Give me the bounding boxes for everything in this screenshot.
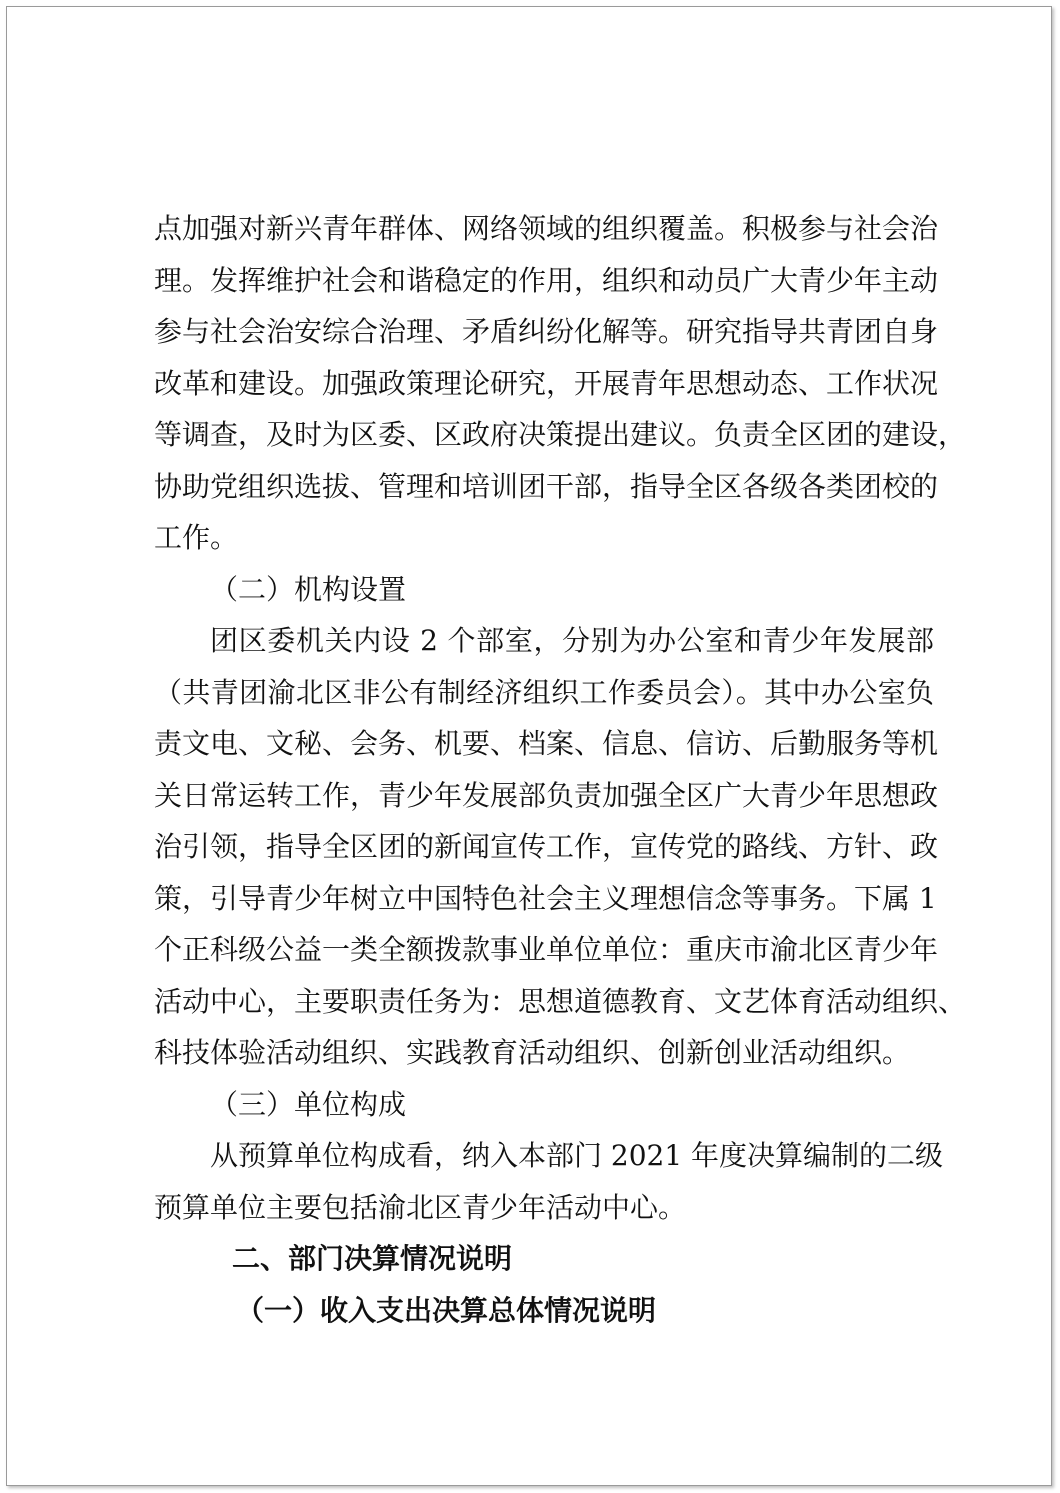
paragraph-line: 工作。 xyxy=(154,521,239,554)
paragraph-line: 策，引导青少年树立中国特色社会主义理想信念等事务。下属 1 xyxy=(154,881,937,915)
paragraph-line: 参与社会治安综合治理、矛盾纠纷化解等。研究指导共青团自身 xyxy=(154,315,939,348)
paragraph-line: 改革和建设。加强政策理论研究，开展青年思想动态、工作状况 xyxy=(154,366,939,400)
paragraph-line: 协助党组织选拔、管理和培训团干部，指导全区各级各类团校的 xyxy=(154,469,939,503)
paragraph-line: 治引领，指导全区团的新闻宣传工作，宣传党的路线、方针、政 xyxy=(154,830,939,863)
paragraph-line: 责文电、文秘、会务、机要、档案、信息、信访、后勤服务等机 xyxy=(154,727,939,760)
paragraph-line: （共青团渝北区非公有制经济组织工作委员会）。其中办公室负 xyxy=(154,675,934,709)
section-heading-final-accounts: 二、部门决算情况说明 xyxy=(232,1242,513,1275)
paragraph-line: 科技体验活动组织、实践教育活动组织、创新创业活动组织。 xyxy=(154,1036,911,1069)
paragraph-line: 团区委机关内设 2 个部室，分别为办公室和青少年发展部 xyxy=(210,624,934,657)
paragraph-line: 点加强对新兴青年群体、网络领域的组织覆盖。积极参与社会治 xyxy=(154,212,939,245)
document-page xyxy=(6,6,1052,1486)
paragraph-line: 关日常运转工作，青少年发展部负责加强全区广大青少年思想政 xyxy=(154,778,939,812)
paragraph-line: 活动中心，主要职责任务为：思想道德教育、文艺体育活动组织、 xyxy=(154,984,967,1018)
section-heading-income-expense: （一）收入支出决算总体情况说明 xyxy=(236,1293,657,1327)
paragraph-line: 个正科级公益一类全额拨款事业单位单位：重庆市渝北区青少年 xyxy=(154,933,939,966)
paragraph-line: 从预算单位构成看，纳入本部门 2021 年度决算编制的二级 xyxy=(210,1139,944,1172)
paragraph-line: 等调查，及时为区委、区政府决策提出建议。负责全区团的建设， xyxy=(154,418,967,451)
section-heading-org-setup: （二）机构设置 xyxy=(210,572,407,606)
paragraph-line: 预算单位主要包括渝北区青少年活动中心。 xyxy=(154,1190,687,1224)
section-heading-unit-composition: （三）单位构成 xyxy=(210,1087,407,1121)
document-body xyxy=(154,203,967,1336)
paragraph-line: 理。发挥维护社会和谐稳定的作用，组织和动员广大青少年主动 xyxy=(154,263,939,297)
